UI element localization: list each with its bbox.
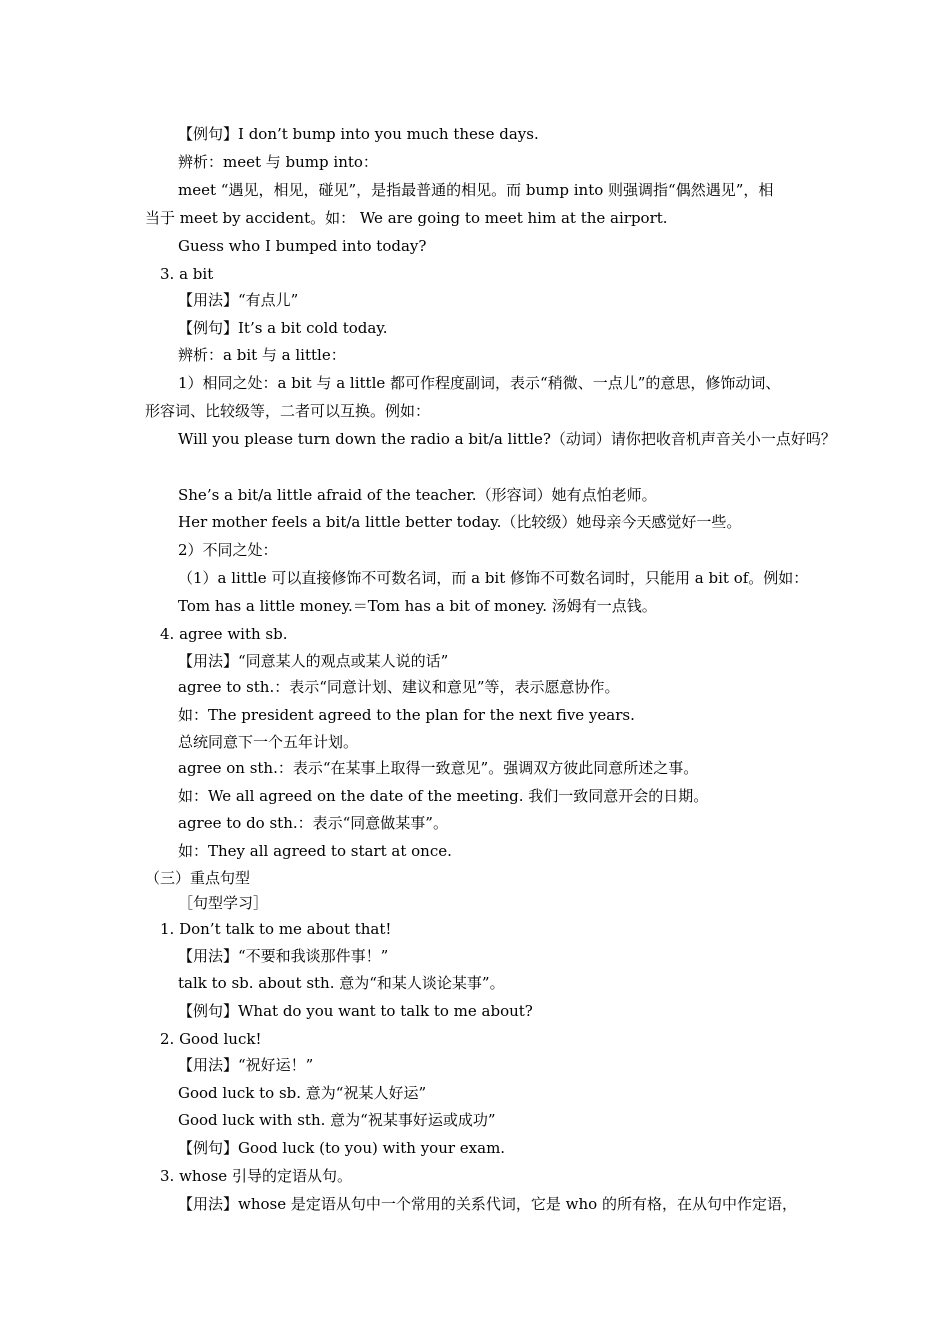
text-line: 辨析：a bit 与 a little： [178, 346, 346, 364]
text-line: 如：They all agreed to start at once. [178, 842, 452, 860]
text-line: Will you please turn down the radio a bit/a little?（动词）请你把收音机声音关小一点好吗？ [178, 430, 836, 448]
text-line: 2）不同之处： [178, 541, 278, 559]
text-line: 形容词、比较级等，二者可以互换。例如： [145, 402, 431, 420]
text-line: 【例句】What do you want to talk to me about? [178, 1002, 533, 1020]
text-line: 【用法】“有点儿” [178, 291, 299, 309]
text-line: 1）相同之处：a bit 与 a little 都可作程度副词，表示“稍微、一点儿”的意思，修饰动词、 [178, 374, 781, 392]
text-line: 如：The president agreed to the plan for the next five years. [178, 706, 635, 724]
text-line: 辨析：meet 与 bump into： [178, 153, 378, 171]
text-line: 【用法】whose 是定语从句中一个常用的关系代词，它是 who 的所有格，在从句中作定语， [178, 1195, 797, 1213]
text-line: talk to sb. about sth. 意为“和某人谈论某事”。 [178, 974, 505, 992]
text-line: （1）a little 可以直接修饰不可数名词，而 a bit 修饰不可数名词时，只能用 a bit of。例如： [178, 569, 809, 587]
text-line: She’s a bit/a little afraid of the teacher.（形容词）她有点怕老师。 [178, 486, 657, 504]
text-line: 【例句】It’s a bit cold today. [178, 319, 388, 337]
list-item-heading: 1. Don’t talk to me about that! [160, 920, 392, 938]
list-item-heading: 4. agree with sb. [160, 625, 288, 643]
text-line: Her mother feels a bit/a little better today.（比较级）她母亲今天感觉好一些。 [178, 513, 742, 531]
text-line: 如：We all agreed on the date of the meeting. 我们一致同意开会的日期。 [178, 787, 709, 805]
text-line: Good luck with sth. 意为“祝某事好运或成功” [178, 1111, 496, 1129]
text-line: Tom has a little money.＝Tom has a bit of money. 汤姆有一点钱。 [178, 597, 657, 615]
section-heading: （三）重点句型 [145, 869, 251, 887]
text-line: 【例句】Good luck (to you) with your exam. [178, 1139, 506, 1157]
text-line: 总统同意下一个五年计划。 [178, 733, 359, 751]
list-item-heading: 3. a bit [160, 265, 214, 283]
text-line: agree on sth.：表示“在某事上取得一致意见”。强调双方彼此同意所述之事。 [178, 759, 699, 777]
text-line: Guess who I bumped into today? [178, 237, 427, 255]
text-line: 【用法】“不要和我谈那件事！” [178, 947, 389, 965]
text-line: agree to sth.：表示“同意计划、建议和意见”等，表示愿意协作。 [178, 678, 620, 696]
text-line: Good luck to sb. 意为“祝某人好运” [178, 1084, 427, 1102]
text-line: agree to do sth.：表示“同意做某事”。 [178, 814, 448, 832]
list-item-heading: 2. Good luck! [160, 1030, 262, 1048]
text-line: 【例句】I don’t bump into you much these days. [178, 125, 539, 143]
text-line: 【用法】“同意某人的观点或某人说的话” [178, 652, 449, 670]
text-line: meet “遇见，相见，碰见”，是指最普通的相见。而 bump into 则强调指“偶然遇见”，相 [178, 181, 774, 199]
text-line: 【用法】“祝好运！” [178, 1056, 314, 1074]
text-line: 当于 meet by accident。如： We are going to meet him at the airport. [145, 209, 668, 227]
list-item-heading: 3. whose 引导的定语从句。 [160, 1167, 352, 1185]
subsection-heading: ［句型学习］ [178, 894, 269, 912]
